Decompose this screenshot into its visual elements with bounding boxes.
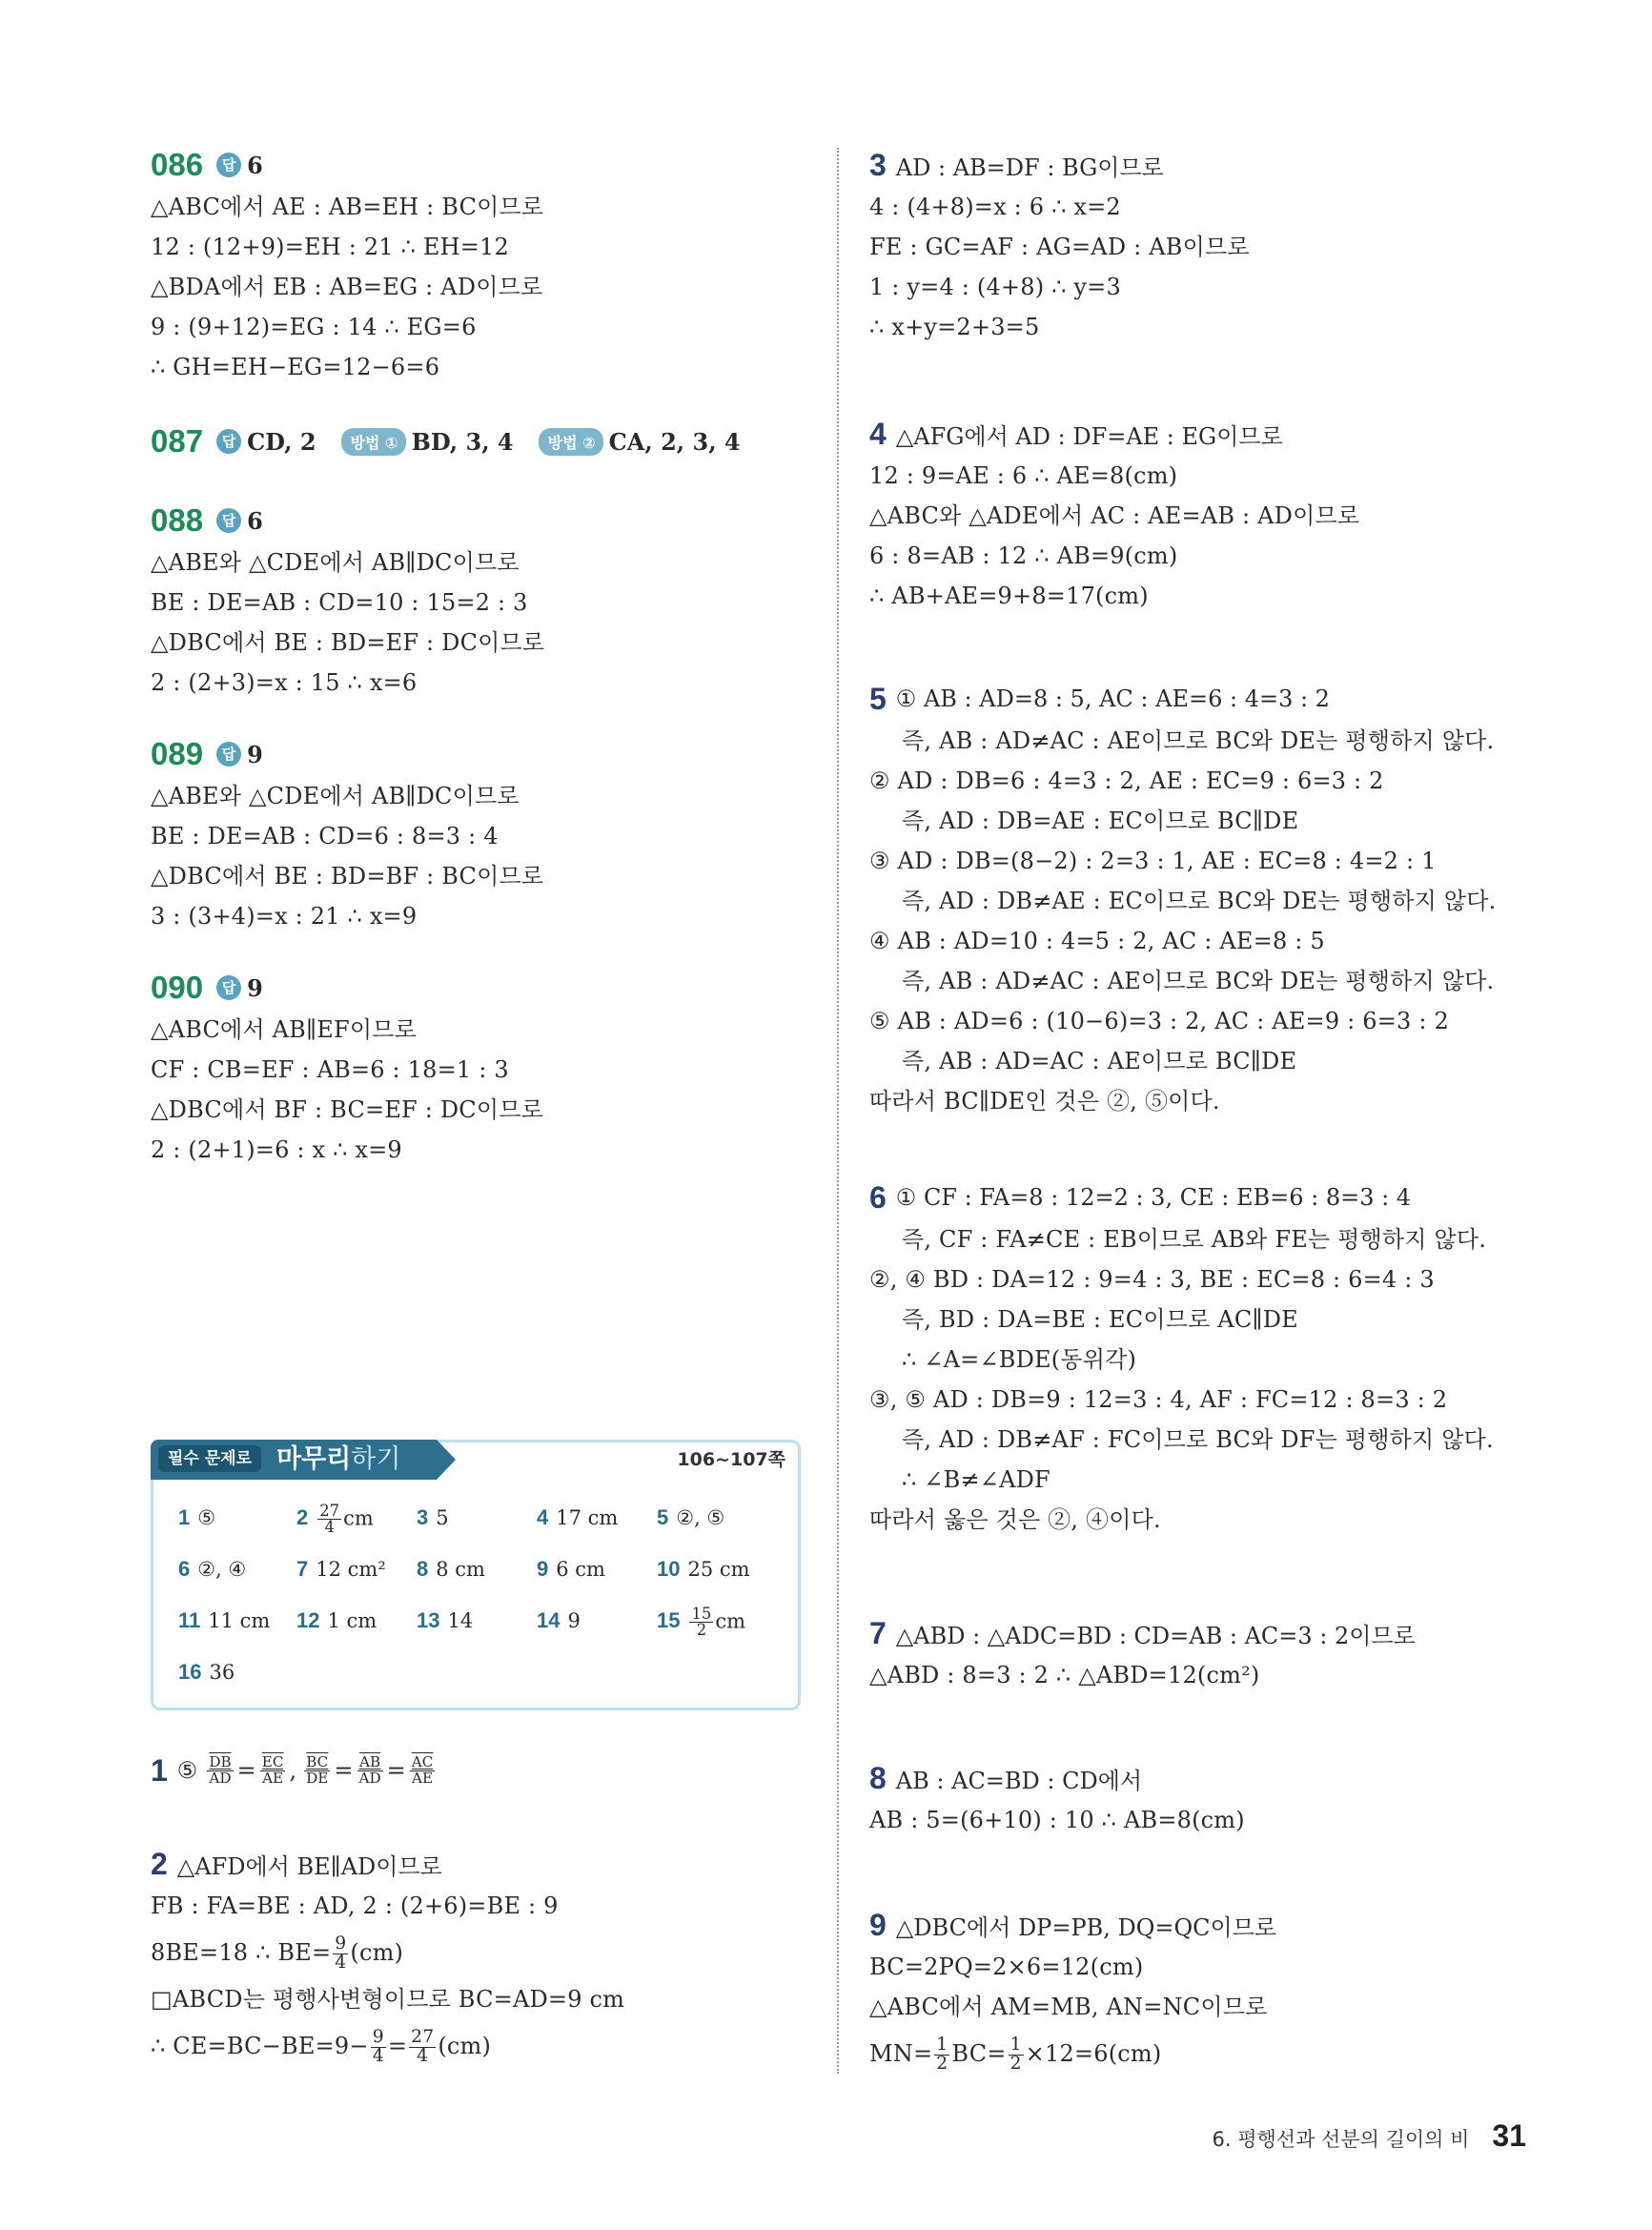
problem-number: 090: [151, 970, 204, 1005]
problem-088: [151, 499, 799, 703]
fraction-denominator: AD: [358, 1769, 381, 1787]
fraction-numerator: 1: [936, 2035, 948, 2056]
solution-line: 따라서 옳은 것은 ②, ④이다.: [869, 1506, 1161, 1533]
summary-answer-14: [537, 1606, 657, 1635]
summary-item-value: 6 cm: [556, 1558, 605, 1581]
solution-line: FE : GC=AF : AG=AD : AB이므로: [869, 234, 1250, 260]
equation-text: =: [387, 2033, 408, 2059]
summary-answer-box: [151, 1440, 801, 1710]
solution-line: FB : FA=BE : AD, 2 : (2+6)=BE : 9: [151, 1892, 559, 1919]
fraction: [1009, 2036, 1024, 2073]
solution-line: 12 : (12+9)=EH : 21 ∴ EH=12: [151, 234, 509, 260]
problem-number: 1: [151, 1752, 168, 1788]
summary-item-number: 5: [657, 1505, 669, 1529]
fraction: [934, 2036, 949, 2073]
solution-line: △ABC에서 AE : AB=EH : BC이므로: [151, 194, 544, 220]
solution-8: [869, 1756, 1537, 1840]
problem-number: 9: [869, 1907, 887, 1942]
summary-answer-1: [178, 1504, 296, 1532]
solution-line: BC=2PQ=2×6=12(cm): [869, 1954, 1144, 1980]
problem-number: 8: [869, 1760, 887, 1795]
solution-9: [869, 1903, 1537, 2080]
solution-line: ② AD : DB=6 : 4=3 : 2, AE : EC=9 : 6=3 : 2: [869, 767, 1384, 794]
fraction-numerator: 27: [319, 1502, 340, 1520]
solution-head: AD : AB=DF : BG이므로: [895, 153, 1164, 181]
equation-text: ∴ CE=BC−BE=9−: [151, 2033, 369, 2059]
fraction-denominator: 4: [324, 1518, 335, 1537]
solution-line: ∴ AB+AE=9+8=17(cm): [869, 583, 1149, 609]
solution-head: △ABD : △ADC=BD : CD=AB : AC=3 : 2이므로: [895, 1622, 1416, 1649]
problem-number: 5: [869, 681, 887, 716]
problem-089: [151, 732, 799, 936]
summary-answer-10: [657, 1555, 777, 1584]
equation-unit: (cm): [350, 1939, 404, 1966]
equation-unit: (cm): [438, 2033, 492, 2059]
solution-line: BE : DE=AB : CD=6 : 8=3 : 4: [151, 823, 499, 849]
summary-item-number: 13: [417, 1608, 440, 1632]
answer-badge: 답: [216, 975, 241, 1000]
solution-line: 따라서 BC∥DE인 것은 ②, ⑤이다.: [869, 1088, 1220, 1115]
summary-item-value: 9: [567, 1609, 581, 1632]
solution-line: ⑤ AB : AD=6 : (10−6)=3 : 2, AC : AE=9 : 6=3 : 2: [869, 1008, 1449, 1034]
summary-title: [276, 1442, 400, 1477]
solution-line: 즉, AD : DB=AE : EC이므로 BC∥DE: [902, 808, 1299, 834]
summary-answer-11: [178, 1606, 296, 1635]
solution-line: 즉, BD : DA=BE : EC이므로 AC∥DE: [902, 1306, 1298, 1333]
summary-item-number: 4: [537, 1505, 549, 1529]
summary-answer-5: [657, 1504, 777, 1532]
solution-line: △DBC에서 BF : BC=EF : DC이므로: [151, 1096, 544, 1123]
summary-item-value: 8 cm: [436, 1558, 485, 1581]
solution-line: 즉, AB : AD=AC : AE이므로 BC∥DE: [902, 1048, 1297, 1074]
solution-line: 3 : (3+4)=x : 21 ∴ x=9: [151, 903, 418, 930]
problem-number: 087: [151, 423, 204, 459]
answer-badge: 답: [216, 153, 241, 177]
solution-line: ∴ GH=EH−EG=12−6=6: [151, 354, 440, 380]
solution-line: 즉, CF : FA≠CE : EB이므로 AB와 FE는 평행하지 않다.: [902, 1226, 1487, 1253]
fraction-numerator: 9: [372, 2027, 384, 2048]
summary-page-range: 106~107쪽: [677, 1449, 785, 1470]
summary-item-number: 16: [178, 1660, 202, 1684]
fraction-db-ad: [207, 1755, 233, 1785]
summary-tag: 필수 문제로: [158, 1445, 261, 1472]
summary-item-number: 7: [296, 1557, 309, 1581]
solution-line: △DBC에서 BE : BD=BF : BC이므로: [151, 863, 544, 890]
summary-answer-8: [417, 1555, 537, 1584]
solution-head: ① AB : AD=8 : 5, AC : AE=6 : 4=3 : 2: [895, 685, 1330, 712]
fraction-denominator: 4: [417, 2046, 429, 2066]
fraction-numerator: 15: [691, 1605, 712, 1623]
summary-answer-3: [417, 1504, 537, 1532]
problem-number: 4: [869, 416, 887, 451]
column-divider: [837, 148, 839, 2074]
summary-item-value: 25 cm: [687, 1558, 750, 1581]
problem-number: 2: [151, 1846, 168, 1881]
equation-text: MN=: [869, 2040, 933, 2067]
solution-line: △BDA에서 EB : AB=EG : AD이므로: [151, 274, 543, 300]
solution-head: △DBC에서 DP=PB, DQ=QC이므로: [895, 1913, 1277, 1941]
summary-item-number: 1: [178, 1505, 191, 1529]
summary-title-bold: 마무리: [276, 1444, 352, 1474]
solution-line: ∴ ∠B≠∠ADF: [902, 1466, 1050, 1493]
solution-line: △ABD : 8=3 : 2 ∴ △ABD=12(cm²): [869, 1662, 1260, 1688]
equation-text: 8BE=18 ∴ BE=: [151, 1939, 332, 1966]
problem-087: [151, 419, 799, 463]
solution-4: [869, 412, 1537, 616]
fraction-numerator: $\overline{EC}$: [261, 1753, 284, 1771]
summary-grid: [178, 1504, 769, 1687]
fraction-numerator: 27: [411, 2027, 435, 2048]
fraction-denominator: AE: [412, 1769, 434, 1787]
summary-header: [151, 1440, 799, 1480]
answer-badge: 답: [216, 429, 241, 454]
solution-head: AB : AC=BD : CD에서: [895, 1767, 1143, 1794]
summary-item-value: 14: [447, 1609, 474, 1632]
method-1-answer: BD, 3, 4: [411, 427, 514, 456]
solution-line: 2 : (2+1)=6 : x ∴ x=9: [151, 1136, 402, 1163]
solution-line: BE : DE=AB : CD=10 : 15=2 : 3: [151, 589, 528, 616]
solution-line: ④ AB : AD=10 : 4=5 : 2, AC : AE=8 : 5: [869, 928, 1325, 954]
solution-head: △AFD에서 BE∥AD이므로: [176, 1852, 442, 1880]
fraction-ab-ad: [357, 1755, 383, 1785]
summary-answer-12: [296, 1606, 417, 1635]
page-number: 31: [1492, 2118, 1526, 2153]
solution-line: △DBC에서 BE : BD=EF : DC이므로: [151, 629, 545, 656]
fraction-denominator: 4: [372, 2046, 384, 2066]
summary-item-number: 14: [537, 1608, 561, 1632]
summary-answer-15: [657, 1605, 777, 1640]
summary-answer-13: [417, 1606, 537, 1635]
solution-head: △AFG에서 AD : DF=AE : EG이므로: [895, 422, 1283, 450]
summary-item-number: 11: [178, 1608, 201, 1632]
solution-line: 12 : 9=AE : 6 ∴ AE=8(cm): [869, 462, 1178, 489]
problem-090: [151, 966, 799, 1170]
solution-line: CF : CB=EF : AB=6 : 18=1 : 3: [151, 1056, 509, 1083]
problem-number: 3: [869, 147, 887, 182]
fraction-numerator: 9: [335, 1933, 347, 1954]
summary-item-value: 11 cm: [208, 1609, 271, 1632]
solution-line: 즉, AD : DB≠AE : EC이므로 BC와 DE는 평행하지 않다.: [902, 888, 1497, 914]
problem-number: 088: [151, 502, 204, 538]
solution-line: ③, ⑤ AD : DB=9 : 12=3 : 4, AF : FC=12 : 8=3 : 2: [869, 1386, 1448, 1413]
solution-equation: [869, 2027, 1537, 2080]
summary-answer-2: [296, 1502, 417, 1537]
solution-6: [869, 1176, 1537, 1540]
summary-item-number: 9: [537, 1557, 549, 1581]
fraction: [371, 2029, 386, 2065]
problem-number: 7: [869, 1615, 887, 1650]
solution-line: 즉, AB : AD≠AC : AE이므로 BC와 DE는 평행하지 않다.: [902, 968, 1495, 994]
fraction-numerator: $\overline{AC}$: [411, 1753, 434, 1771]
summary-item-number: 2: [296, 1505, 309, 1530]
answer-badge: 답: [216, 742, 241, 767]
method-2-answer: CA, 2, 3, 4: [608, 427, 741, 456]
problem-number: 089: [151, 736, 204, 771]
answer-value: CD, 2: [247, 427, 316, 456]
solution-line: 4 : (4+8)=x : 6 ∴ x=2: [869, 194, 1121, 220]
summary-item-number: 12: [296, 1608, 320, 1632]
summary-item-value: 12 cm²: [316, 1558, 386, 1581]
solution-line: △ABC에서 AM=MB, AN=NC이므로: [869, 1994, 1268, 2020]
solution-line: △ABE와 △CDE에서 AB∥DC이므로: [151, 549, 520, 576]
method-1-badge: 방법 ①: [341, 428, 406, 456]
solution-line: ∴ x+y=2+3=5: [869, 314, 1040, 340]
summary-item-number: 10: [657, 1557, 681, 1581]
answer-badge: 답: [216, 508, 241, 533]
summary-item-value: 17 cm: [556, 1506, 619, 1529]
problem-086: [151, 143, 799, 387]
fraction-denominator: 4: [335, 1953, 347, 1973]
solution-line: 즉, AD : DB≠AF : FC이므로 BC와 DF는 평행하지 않다.: [902, 1426, 1494, 1453]
solution-equation: [151, 2019, 799, 2073]
solution-line: 6 : 8=AB : 12 ∴ AB=9(cm): [869, 542, 1178, 569]
problem-number: 6: [869, 1179, 887, 1215]
fraction: [689, 1606, 713, 1639]
fraction-ec-ae: [260, 1755, 286, 1785]
problem-number: 086: [151, 147, 204, 182]
equation-text: ×12=6(cm): [1025, 2040, 1162, 2067]
fraction-denominator: 2: [696, 1621, 707, 1640]
solution-line: ∴ ∠A=∠BDE(동위각): [902, 1346, 1137, 1373]
solution-3: [869, 143, 1537, 347]
summary-item-unit: cm: [715, 1609, 745, 1633]
solution-line: ③ AD : DB=(8−2) : 2=3 : 1, AE : EC=8 : 4=2 : 1: [869, 848, 1437, 874]
summary-answer-6: [178, 1555, 296, 1584]
summary-title-light: 하기: [351, 1444, 401, 1474]
solution-1: 1 ⑤ $\frac{\overline{DB}}{AD}$ = $\frac{\overline{EC}}{AE}$ , $\frac{\overline{BC}}{DE}$ = $\frac{\overline{AB}}{AD}$ = $\frac{\overline{AC}}{AE}$: [151, 1752, 434, 1788]
solution-line: ②, ④ BD : DA=12 : 9=4 : 3, BE : EC=8 : 6=4 : 3: [869, 1266, 1435, 1293]
solution-5: [869, 677, 1537, 1121]
solution-line: 9 : (9+12)=EG : 14 ∴ EG=6: [151, 314, 477, 340]
fraction-ac-ae: [410, 1755, 436, 1785]
fraction-numerator: 1: [1010, 2035, 1022, 2056]
solution-line: 2 : (2+3)=x : 15 ∴ x=6: [151, 669, 418, 696]
fraction-bc-de: [304, 1755, 330, 1785]
summary-item-number: 6: [178, 1557, 191, 1581]
summary-item-number: 3: [417, 1505, 429, 1529]
summary-answer-9: [537, 1555, 657, 1584]
fraction-denominator: 2: [936, 2054, 948, 2074]
equation-text: BC=: [951, 2040, 1007, 2067]
fraction: [333, 1935, 348, 1972]
summary-answer-4: [537, 1504, 657, 1532]
fraction-numerator: $\overline{AB}$: [357, 1755, 383, 1770]
summary-item-value: ⑤: [197, 1506, 216, 1529]
solution-7: [869, 1611, 1537, 1695]
solution-line: □ABCD는 평행사변형이므로 BC=AD=9 cm: [151, 1986, 625, 2013]
summary-item-value: 5: [436, 1506, 449, 1529]
answer-value: 6: [247, 151, 263, 179]
page-footer: [1213, 2118, 1526, 2154]
fraction-denominator: AD: [209, 1769, 232, 1787]
fraction-numerator: $\overline{BC}$: [304, 1755, 330, 1770]
summary-item-value: ②, ④: [197, 1558, 247, 1581]
summary-item-value: 1 cm: [327, 1609, 377, 1632]
solution-line: AB : 5=(6+10) : 10 ∴ AB=8(cm): [869, 1807, 1245, 1833]
fraction: [409, 2029, 436, 2065]
fraction-denominator: DE: [306, 1769, 329, 1787]
solution-line: △ABC와 △ADE에서 AC : AE=AB : AD이므로: [869, 502, 1360, 529]
answer-mark: ⑤: [176, 1757, 198, 1784]
solution-line: △ABC에서 AB∥EF이므로: [151, 1016, 418, 1043]
answer-value: 9: [247, 740, 263, 768]
answer-value: 6: [247, 506, 263, 535]
solution-line: △ABE와 △CDE에서 AB∥DC이므로: [151, 783, 520, 809]
fraction: [317, 1504, 341, 1536]
solution-equation: [151, 1926, 799, 1979]
summary-item-value: 36: [209, 1661, 235, 1684]
chapter-title: 6. 평행선과 선분의 길이의 비: [1212, 2128, 1470, 2151]
fraction-denominator: AE: [262, 1769, 284, 1787]
summary-item-unit: cm: [343, 1506, 374, 1530]
fraction-numerator: $\overline{DB}$: [209, 1753, 232, 1771]
summary-answer-16: [178, 1658, 296, 1687]
solution-line: 1 : y=4 : (4+8) ∴ y=3: [869, 274, 1121, 300]
solution-line: 즉, AB : AD≠AC : AE이므로 BC와 DE는 평행하지 않다.: [902, 727, 1495, 754]
summary-item-value: ②, ⑤: [676, 1506, 725, 1529]
answer-value: 9: [247, 973, 263, 1002]
fraction-denominator: 2: [1010, 2054, 1022, 2074]
solution-head: ① CF : FA=8 : 12=2 : 3, CE : EB=6 : 8=3 : 4: [895, 1184, 1412, 1211]
summary-item-number: 15: [657, 1608, 681, 1633]
method-2-badge: 방법 ②: [539, 428, 603, 456]
summary-answer-7: [296, 1555, 417, 1584]
summary-item-number: 8: [417, 1557, 429, 1581]
solution-2: [151, 1842, 799, 2073]
